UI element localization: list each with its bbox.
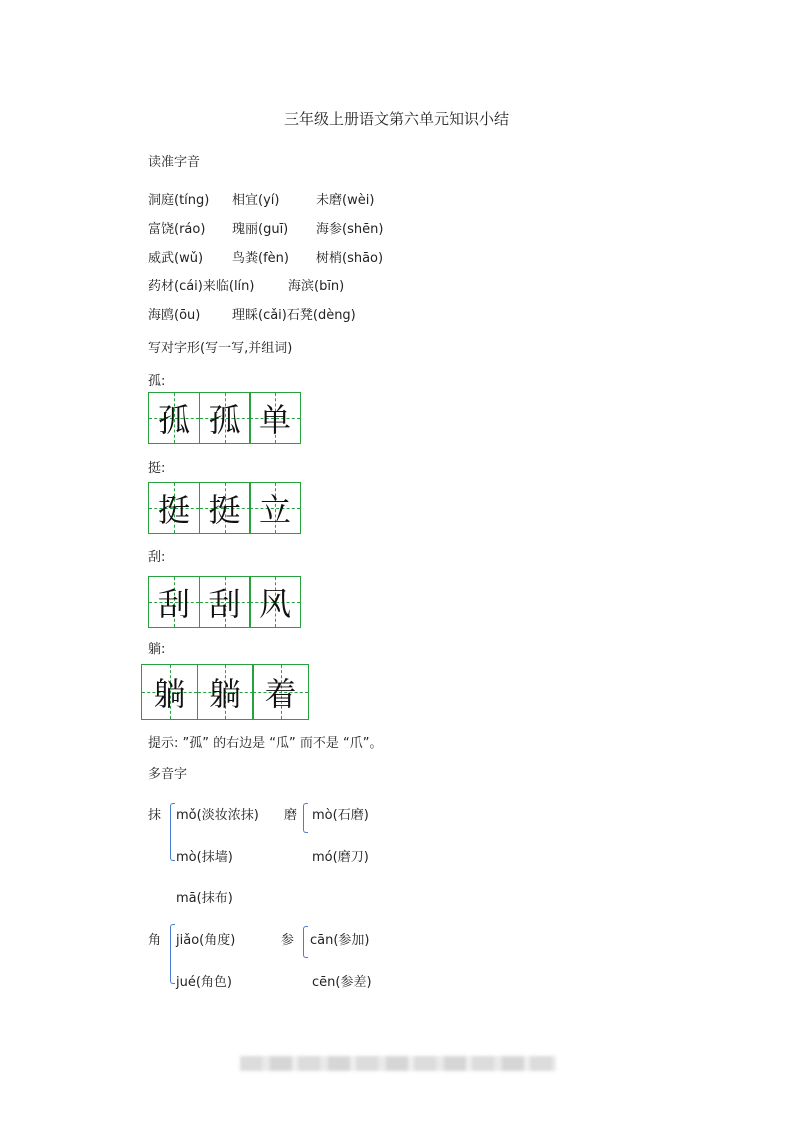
writing-grid	[148, 392, 300, 444]
writing-grid	[148, 482, 300, 534]
blurred-footer-watermark	[240, 1056, 556, 1071]
grid-cell: 躺	[197, 664, 254, 720]
brace-bracket	[170, 803, 175, 861]
brace-bracket	[170, 924, 175, 984]
word-item: 瑰丽(guī)	[232, 222, 289, 237]
word-item: 海鸥(ōu)	[148, 308, 201, 323]
polyphonic-char: 磨	[284, 808, 298, 823]
grid-cell: 着	[252, 664, 309, 720]
reading-item: mǒ(淡妆浓抹)	[176, 808, 259, 823]
writing-grid	[141, 664, 308, 720]
char-label: 孤:	[148, 374, 166, 389]
reading-item: jiǎo(角度)	[176, 933, 236, 948]
grid-cell: 刮	[148, 576, 200, 628]
reading-item: mā(抹布)	[176, 891, 233, 906]
grid-cell: 孤	[199, 392, 251, 444]
tip-text: 提示: ”孤” 的右边是 “瓜” 而不是 “爪”。	[148, 736, 383, 751]
grid-cell: 挺	[148, 482, 200, 534]
grid-cell: 刮	[199, 576, 251, 628]
grid-cell: 风	[249, 576, 301, 628]
word-item: 鸟粪(fèn)	[232, 251, 289, 266]
reading-item: cēn(参差)	[312, 975, 372, 990]
word-item: 药材(cái)来临(lín)	[148, 279, 255, 294]
section-heading-pronunciation: 读准字音	[148, 155, 201, 170]
word-item: 洞庭(tíng)	[148, 193, 210, 208]
brace-bracket	[303, 926, 308, 958]
word-item: 理睬(cǎi)石凳(dèng)	[232, 308, 356, 323]
grid-cell: 挺	[199, 482, 251, 534]
brace-bracket	[303, 803, 308, 833]
word-item: 威武(wǔ)	[148, 251, 204, 266]
writing-grid	[148, 576, 300, 628]
char-label: 躺:	[148, 642, 166, 657]
grid-cell: 立	[249, 482, 301, 534]
page-title: 三年级上册语文第六单元知识小结	[283, 110, 509, 128]
grid-cell: 孤	[148, 392, 200, 444]
polyphonic-char: 参	[281, 933, 295, 948]
polyphonic-char: 角	[148, 933, 162, 948]
polyphonic-char: 抹	[148, 808, 162, 823]
reading-item: mò(石磨)	[312, 808, 369, 823]
char-label: 挺:	[148, 461, 166, 476]
word-item: 富饶(ráo)	[148, 222, 206, 237]
reading-item: cān(参加)	[310, 933, 370, 948]
char-label: 刮:	[148, 550, 166, 565]
word-item: 相宜(yí)	[232, 193, 280, 208]
word-item: 树梢(shāo)	[316, 251, 384, 266]
grid-cell: 单	[249, 392, 301, 444]
section-heading-polyphonic: 多音字	[148, 767, 188, 782]
word-item: 海参(shēn)	[316, 222, 384, 237]
section-heading-writing: 写对字形(写一写,并组词)	[148, 341, 293, 356]
grid-cell: 躺	[141, 664, 198, 720]
reading-item: mó(磨刀)	[312, 850, 369, 865]
reading-item: mò(抹墙)	[176, 850, 233, 865]
reading-item: jué(角色)	[176, 975, 232, 990]
word-item: 海滨(bīn)	[288, 279, 345, 294]
word-item: 未磨(wèi)	[316, 193, 375, 208]
